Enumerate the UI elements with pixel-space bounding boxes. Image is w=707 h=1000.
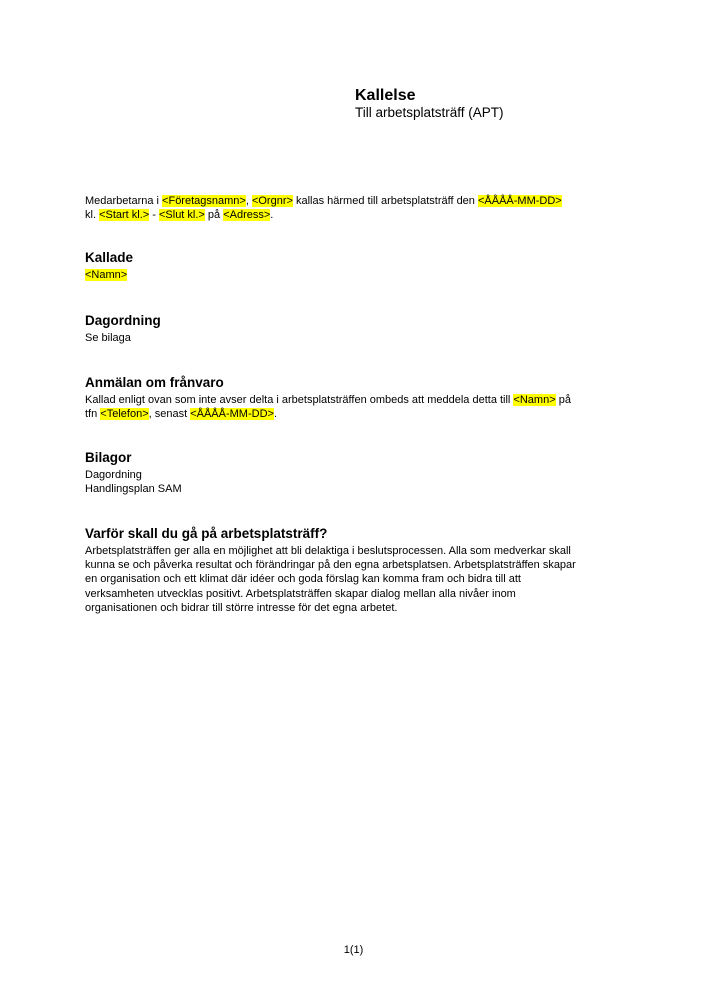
intro-line-1 bbox=[85, 194, 625, 208]
deadline-date-placeholder[interactable]: <ÅÅÅÅ-MM-DD> bbox=[190, 408, 274, 421]
intro-paragraph bbox=[85, 194, 625, 222]
intro-text: - bbox=[149, 209, 159, 222]
varfor-line: en organisation och ett klimat där idéer och goda förslag kan komma fram och bidra till att bbox=[85, 573, 521, 586]
section-heading-dagordning: Dagordning bbox=[85, 313, 161, 328]
intro-line-2 bbox=[85, 208, 625, 222]
anmalan-line-2 bbox=[85, 407, 625, 421]
attachment-item: Dagordning bbox=[85, 469, 142, 481]
intro-text: . bbox=[270, 209, 274, 222]
section-bilagor bbox=[85, 450, 625, 496]
anmalan-line-1 bbox=[85, 393, 625, 407]
phone-placeholder[interactable]: <Telefon> bbox=[100, 408, 149, 421]
varfor-line: Arbetsplatsträffen ger alla en möjlighet att bli delaktiga i beslutsprocessen. Alla som medverkar skall bbox=[85, 545, 571, 557]
section-heading-anmalan: Anmälan om frånvaro bbox=[85, 375, 224, 390]
kallade-line bbox=[85, 268, 625, 282]
section-dagordning bbox=[85, 313, 625, 345]
intro-text: kl. bbox=[85, 209, 100, 222]
start-time-placeholder[interactable]: <Start kl.> bbox=[99, 209, 150, 222]
end-time-placeholder[interactable]: <Slut kl.> bbox=[158, 209, 205, 222]
contact-name-placeholder[interactable]: <Namn> bbox=[513, 394, 556, 406]
anmalan-text: tfn bbox=[85, 408, 101, 421]
anmalan-text: . bbox=[273, 408, 278, 421]
intro-text: Medarbetarna i bbox=[85, 195, 163, 207]
section-heading-kallade: Kallade bbox=[85, 250, 134, 265]
anmalan-text: , senast bbox=[148, 408, 191, 421]
section-heading-varfor: Varför skall du gå på arbetsplatsträff? bbox=[85, 526, 328, 541]
dagordning-text: Se bilaga bbox=[85, 332, 131, 344]
company-name-placeholder[interactable]: <Företagsnamn> bbox=[162, 195, 246, 207]
anmalan-text: Kallad enligt ovan som inte avser delta i arbetsplatsträffen ombeds att meddela detta till bbox=[85, 394, 514, 406]
attachment-item: Handlingsplan SAM bbox=[85, 483, 182, 496]
orgnr-placeholder[interactable]: <Orgnr> bbox=[251, 195, 293, 207]
document-title: Kallelse bbox=[355, 87, 416, 104]
section-heading-bilagor: Bilagor bbox=[85, 450, 132, 465]
varfor-line: kunna se och påverka resultat och förändringar på den egna arbetsplatsen. Arbetsplatsträffen skapar bbox=[85, 559, 576, 572]
meeting-date-placeholder[interactable]: <ÅÅÅÅ-MM-DD> bbox=[477, 195, 562, 207]
section-kallade bbox=[85, 250, 625, 282]
invitee-name-placeholder[interactable]: <Namn> bbox=[85, 269, 128, 281]
varfor-line: organisationen och bidrar till större intresse för det egna arbetet. bbox=[85, 601, 398, 614]
document-subtitle: Till arbetsplatsträff (APT) bbox=[355, 105, 504, 120]
address-placeholder[interactable]: <Adress> bbox=[223, 209, 271, 222]
document-header bbox=[355, 87, 504, 121]
section-anmalan bbox=[85, 375, 625, 421]
intro-text: kallas härmed till arbetsplatsträff den bbox=[292, 195, 478, 207]
page-number: 1(1) bbox=[343, 944, 364, 956]
varfor-line: verksamheten utvecklas positivt. Arbetsplatsträffen skapar dialog mellan alla nivåer inom bbox=[85, 587, 516, 600]
intro-text: , bbox=[245, 195, 252, 207]
anmalan-text: på bbox=[555, 394, 571, 406]
intro-text: på bbox=[204, 209, 224, 222]
section-varfor bbox=[85, 526, 625, 615]
